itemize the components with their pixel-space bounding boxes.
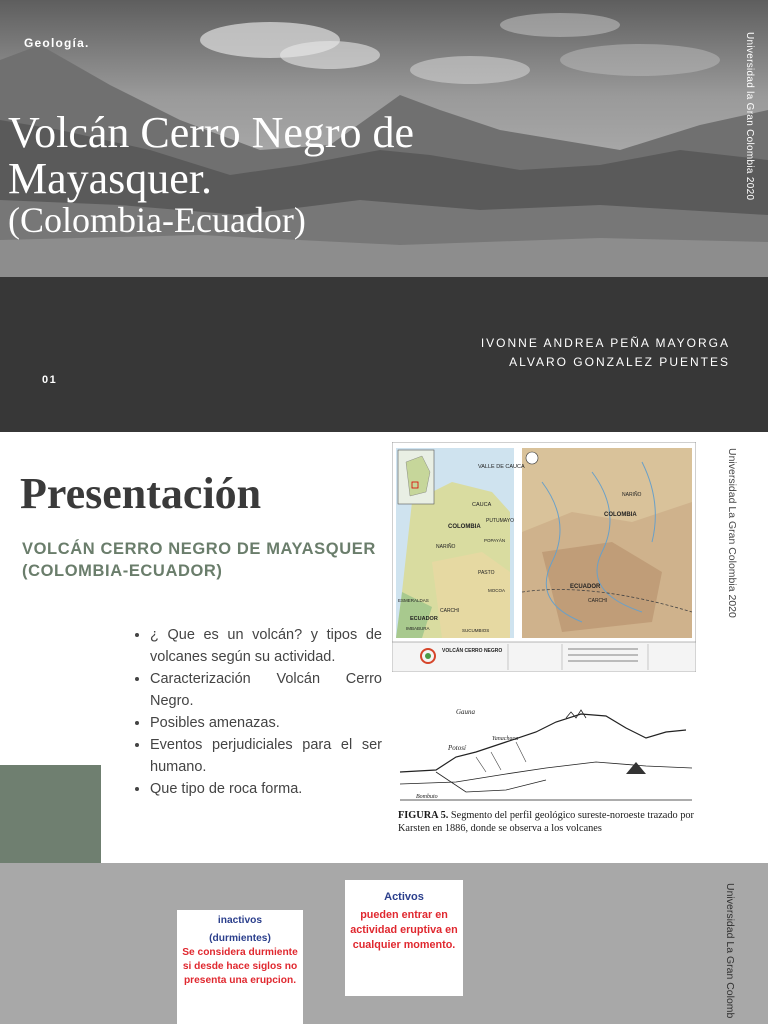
university-vertical-text: Universidad La Gran Colomb xyxy=(724,883,736,1019)
presentation-slide xyxy=(0,432,768,863)
page-number: 01 xyxy=(42,374,58,386)
map-legend-title: VOLCÁN CERRO NEGRO xyxy=(442,648,503,654)
inactive-card-subtitle: (durmientes) xyxy=(209,933,271,944)
cover-title: Volcán Cerro Negro de Mayasquer. xyxy=(8,108,415,203)
presentation-subtitle: VOLCÁN CERRO NEGRO DE MAYASQUER (COLOMBIA-ECUADOR) xyxy=(22,540,376,580)
active-volcano-card xyxy=(345,880,463,996)
map-label: POPAYÁN xyxy=(484,538,506,543)
location-map-image xyxy=(392,442,696,672)
author-name: ALVARO GONZALEZ PUENTES xyxy=(509,355,730,369)
figure-caption xyxy=(398,809,698,835)
author-name: IVONNE ANDREA PEÑA MAYORGA xyxy=(480,336,730,350)
figure-caption-label: FIGURA 5. xyxy=(398,810,449,821)
map-label: ECUADOR xyxy=(410,616,438,622)
map-label: PASTO xyxy=(478,570,495,576)
topics-list xyxy=(134,624,382,800)
map-label: CARCHI xyxy=(588,598,608,604)
map-label: NARIÑO xyxy=(436,544,456,550)
map-label: VALLE DE CAUCA xyxy=(478,464,525,470)
list-item: • Caracterización Volcán Cerro Negro. xyxy=(150,668,382,712)
map-label: MOCOA xyxy=(488,588,506,593)
map-label: CAUCA xyxy=(472,502,492,508)
active-card-title: Activos xyxy=(384,891,424,903)
inactive-card-body: Se considera durmiente si desde hace siglos no presenta una erupcion. xyxy=(182,947,298,986)
profile-label: Bombuto xyxy=(416,794,438,800)
figure-caption-text: Segmento del perfil geológico sureste-noroeste trazado por Karsten en 1886, donde se observa a los volcanes xyxy=(398,810,694,834)
green-accent-block xyxy=(0,765,101,863)
list-item: • Que tipo de roca forma. xyxy=(150,778,382,800)
profile-label: Gauna xyxy=(456,708,476,716)
cover-subtitle: (Colombia-Ecuador) xyxy=(8,200,306,240)
geological-profile-image xyxy=(396,702,696,802)
map-label: ESMERALDAS xyxy=(398,598,429,603)
map-label: PUTUMAYO xyxy=(486,518,514,524)
active-card-body: pueden entrar en actividad eruptiva en cualquier momento. xyxy=(350,909,458,951)
map-label: ECUADOR xyxy=(570,584,601,590)
university-vertical-text: Universidad La Gran Colombia 2020 xyxy=(726,448,738,618)
profile-label: Yanachaca xyxy=(492,736,519,742)
presentation-title: Presentación xyxy=(20,469,262,518)
university-vertical-text: Universidad la Gran Colombia 2020 xyxy=(744,32,755,201)
inactive-card-title: inactivos xyxy=(217,915,263,926)
map-label: IMBABURA xyxy=(406,626,430,631)
map-label: COLOMBIA xyxy=(604,512,637,518)
map-label: NARIÑO xyxy=(622,492,642,498)
list-item: • ¿ Que es un volcán? y tipos de volcanes según su actividad. xyxy=(150,624,382,668)
map-label: COLOMBIA xyxy=(448,524,481,530)
list-item: • Eventos perjudiciales para el ser humano. xyxy=(150,734,382,778)
map-label: SUCUMBIOS xyxy=(462,628,490,633)
profile-label: Potosí xyxy=(448,744,466,752)
list-item: • Posibles amenazas. xyxy=(150,712,382,734)
authors-block xyxy=(481,334,730,372)
course-label: Geología. xyxy=(24,36,90,50)
cover-slide xyxy=(0,0,768,432)
activity-types-slide xyxy=(0,863,768,1024)
inactive-volcano-card xyxy=(177,910,303,1024)
map-label: CARCHI xyxy=(440,608,460,614)
